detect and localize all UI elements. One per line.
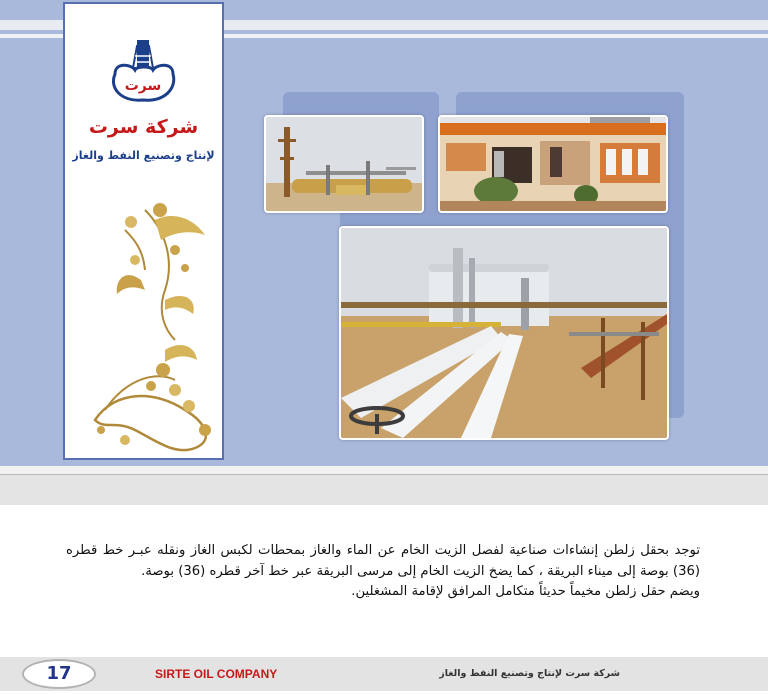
footer (0, 657, 768, 691)
paragraph-1: توجد بحقل زلطن إنشاءات صناعية لفصل الزيت الخام عن الماء والغاز بمحطات لكبس الغاز ونقله عبـر خط قطره (36) بوصة إلى ميناء البريقة ، كما يضخ الزيت الخام إلى مرسى البريقة عبر خط آخر قطره (36) بوصة. (66, 543, 700, 579)
building-photo (440, 117, 666, 211)
company-sidebar (63, 2, 224, 460)
logo-text: سرت (124, 78, 162, 94)
floral-ornament-icon (65, 190, 222, 460)
company-subtitle: لإنتاج وتصنيع النفط والغاز (72, 149, 215, 162)
photo-pipelines-tank (339, 226, 669, 440)
page-number: 17 (22, 659, 96, 689)
footer-company-en: SIRTE OIL COMPANY (155, 667, 278, 681)
footer-company-ar: شركة سرت لإنتاج وتصنيع النفط والغاز (439, 668, 620, 679)
company-name: شركة سرت (88, 116, 199, 138)
pipelines-tank-photo (341, 228, 667, 438)
photo-facility-building (438, 115, 668, 213)
derrick-pipeline-photo (266, 117, 422, 211)
section-divider (0, 466, 768, 474)
photo-pipeline-tower (264, 115, 424, 213)
body-text (66, 541, 700, 603)
paragraph-2: ويضم حقل زلطن مخيماً حديثاً متكامل المرافق لإقامة المشغلين. (351, 584, 700, 599)
section-bar (0, 475, 768, 505)
